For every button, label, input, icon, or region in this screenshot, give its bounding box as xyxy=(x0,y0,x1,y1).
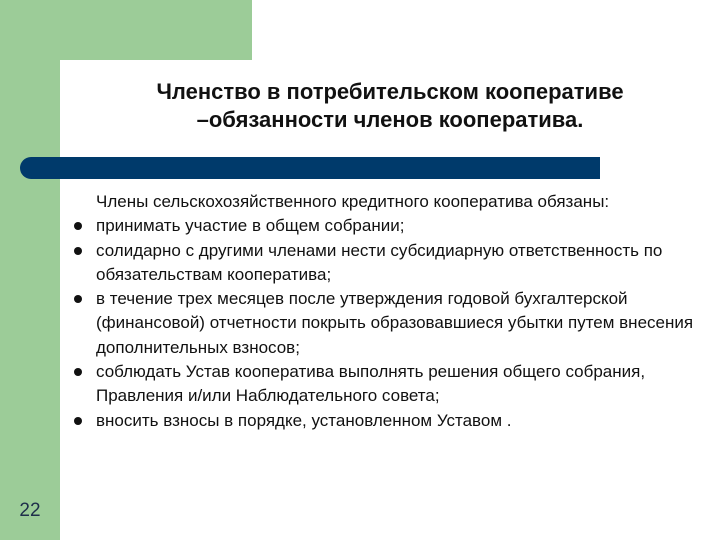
bullet-icon xyxy=(74,295,82,303)
list-item xyxy=(72,360,702,409)
list-item-text: принимать участие в общем собрании; xyxy=(96,216,405,236)
slide-title xyxy=(70,78,710,134)
slide-body xyxy=(72,190,702,433)
bullet-icon xyxy=(74,222,82,230)
bullet-icon xyxy=(74,368,82,376)
left-sidebar-decoration xyxy=(0,0,60,540)
bullet-icon xyxy=(74,247,82,255)
list-item-text: солидарно с другими членами нести субсидиарную ответственность по обязательствам кооператива; xyxy=(96,240,663,284)
list-item xyxy=(72,287,702,360)
intro-text: Члены сельскохозяйственного кредитного кооператива обязаны: xyxy=(96,192,610,211)
list-item xyxy=(72,214,702,238)
slide-title-line-2: –обязанности членов кооператива. xyxy=(196,107,584,132)
slide-title-line-1: Членство в потребительском кооперативе xyxy=(156,79,624,104)
bullet-icon xyxy=(74,417,82,425)
list-item-text: вносить взносы в порядке, установленном Уставом . xyxy=(96,410,512,430)
list-item-text: в течение трех месяцев после утверждения годовой бухгалтерской (финансовой) отчетности покрыть образовавшиеся убытки путем внесения дополнительных взносов; xyxy=(96,289,694,357)
title-underline-bar xyxy=(20,157,600,179)
duties-list xyxy=(72,214,702,433)
page-number: 22 xyxy=(19,500,41,521)
list-item-text: соблюдать Устав кооператива выполнять решения общего собрания, Правления и/или Наблюдательного совета; xyxy=(96,362,646,406)
list-item xyxy=(72,239,702,288)
top-decoration-block xyxy=(60,0,252,60)
list-item xyxy=(72,409,702,433)
